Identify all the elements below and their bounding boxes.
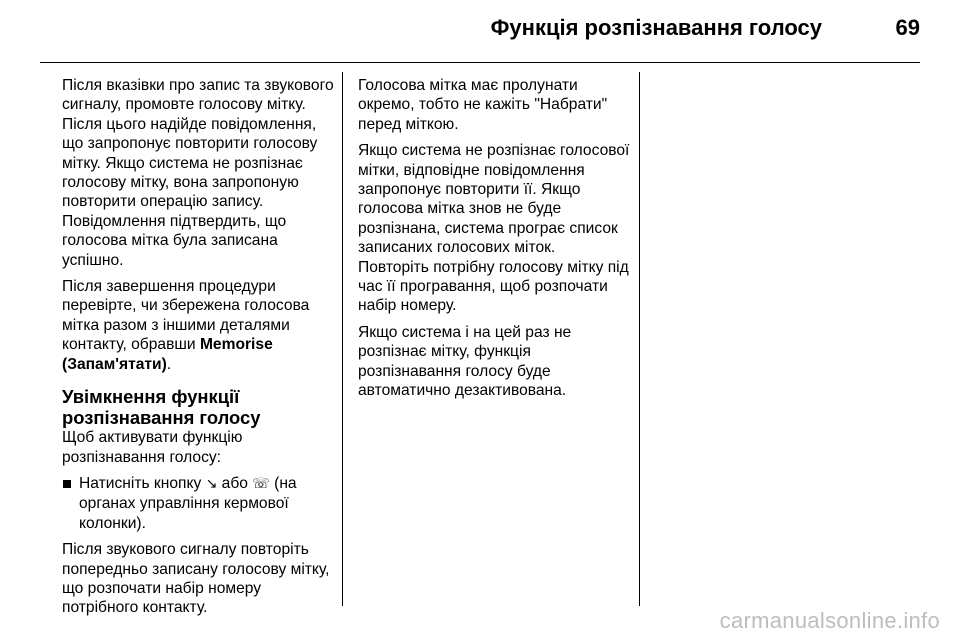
middle-column <box>358 76 630 408</box>
page-title: Функція розпізнавання голосу <box>490 15 822 40</box>
voice-button-icon: ↘ <box>205 475 218 492</box>
column-divider-right <box>639 72 640 606</box>
watermark: carmanualsonline.info <box>719 608 940 633</box>
bullet-text-middle: або <box>217 474 253 492</box>
phone-button-icon: ☏ <box>252 475 270 492</box>
paragraph-activate-intro: Щоб активувати функцію розпізнавання голосу: <box>62 429 243 466</box>
bullet-text-prefix: Натисніть кнопку <box>79 474 206 492</box>
page-number: 69 <box>895 15 920 40</box>
paragraph-record-voice-tag: Після вказівки про запис та звукового сигналу, промовте голосову мітку. Після цього надійде повідомлення, що запропонує повторити голосову мітку. Якщо система не розпізнає голосову мітку, вона запропоную повторити операцію запису. Повідомлення підтвердить, що голосова мітка була записана успішно. <box>62 77 334 269</box>
paragraph-voice-tag-separately: Голосова мітка має пролунати окремо, тобто не кажіть "Набрати" перед міткою. <box>358 77 608 133</box>
paragraph-deactivation: Якщо система і на цей раз не розпізнає мітку, функція розпізнавання голосу буде автоматично дезактивована. <box>358 323 572 400</box>
column-divider-left <box>342 72 343 606</box>
bullet-text-suffix: (на органах управління кермової колонки). <box>79 474 297 532</box>
page-header <box>40 0 920 63</box>
paragraph-verify-text: Після завершення процедури перевірте, чи збережена голосова мітка разом з іншими деталями контакту, обравши <box>62 278 310 354</box>
left-column <box>62 76 334 625</box>
section-heading: Увімкнення функції розпізнавання голосу <box>62 386 261 429</box>
square-bullet-icon <box>63 480 71 488</box>
instruction-list <box>62 474 334 533</box>
paragraph-verify-voice-tag <box>62 277 334 374</box>
paragraph-not-recognized: Якщо система не розпізнає голосової мітки, відповідне повідомлення запропонує повторити її. Якщо голосова мітка знов не буде розпізнана, система програє список записаних голосових міток. Повторіть потрібну голосову мітку під час її програвання, щоб розпочати набір номеру. <box>358 142 630 315</box>
list-item <box>62 474 334 533</box>
paragraph-verify-end: . <box>166 355 172 373</box>
memorise-option-label: Memorise (Запам'ятати) <box>62 336 273 373</box>
paragraph-repeat-voice-tag: Після звукового сигналу повторіть попередньо записану голосову мітку, що розпочати набір номеру потрібного контакту. <box>62 541 330 617</box>
